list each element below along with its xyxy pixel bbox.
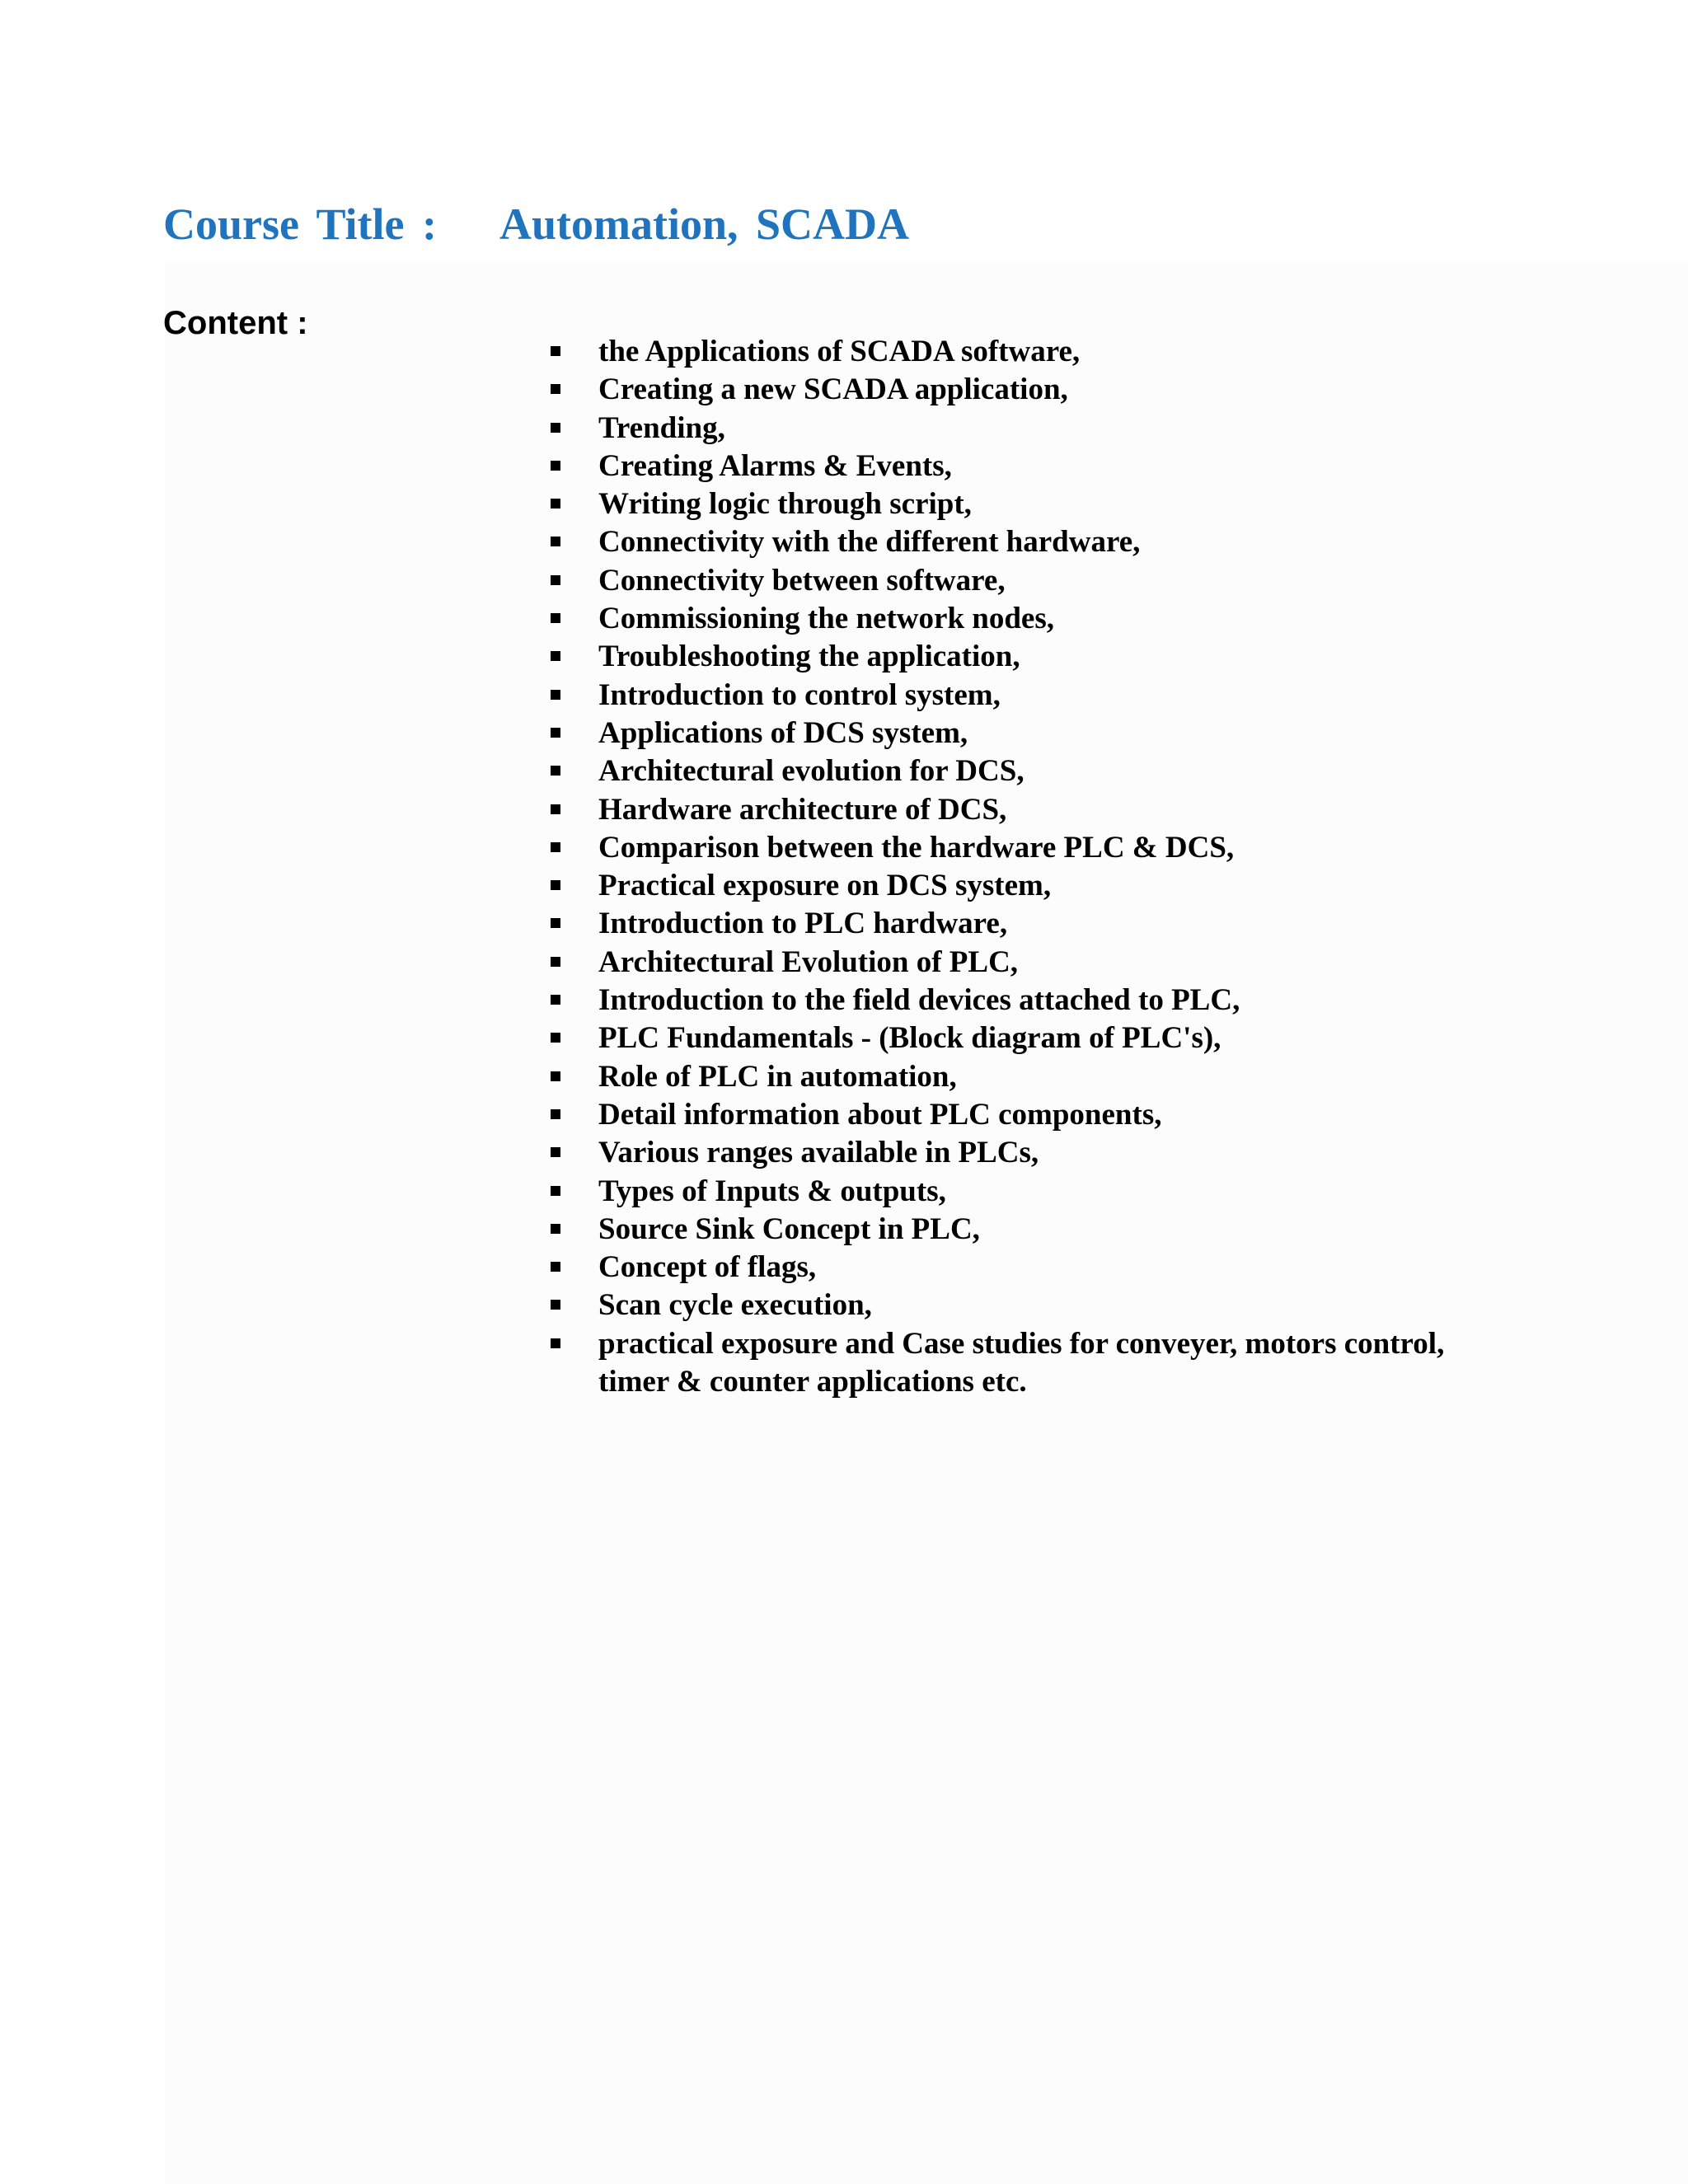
topic-item <box>544 752 1467 790</box>
square-bullet-icon <box>551 1071 560 1081</box>
topic-text: Architectural evolution for DCS, <box>598 754 1025 789</box>
square-bullet-icon <box>551 1147 560 1157</box>
topic-item <box>544 638 1467 676</box>
topic-text: Troubleshooting the application, <box>598 640 1020 674</box>
square-bullet-icon <box>551 804 560 814</box>
square-bullet-icon <box>551 461 560 471</box>
square-bullet-icon <box>551 880 560 890</box>
square-bullet-icon <box>551 613 560 623</box>
topic-item <box>544 523 1467 561</box>
topic-text: Trending, <box>598 410 725 445</box>
square-bullet-icon <box>551 1224 560 1234</box>
topic-text: Writing logic through script, <box>598 487 972 522</box>
topic-text: Introduction to PLC hardware, <box>598 907 1008 941</box>
square-bullet-icon <box>551 499 560 509</box>
topic-text: Practical exposure on DCS system, <box>598 869 1052 903</box>
topic-item <box>544 1019 1467 1057</box>
topics-list <box>544 333 1467 1401</box>
topic-item <box>544 1325 1467 1402</box>
square-bullet-icon <box>551 690 560 700</box>
topic-item <box>544 448 1467 485</box>
topic-item <box>544 1134 1467 1172</box>
topic-item <box>544 829 1467 867</box>
topic-item <box>544 371 1467 409</box>
topic-text: Creating a new SCADA application, <box>598 373 1068 407</box>
square-bullet-icon <box>551 575 560 585</box>
square-bullet-icon <box>551 995 560 1005</box>
topic-text: Hardware architecture of DCS, <box>598 792 1007 827</box>
square-bullet-icon <box>551 423 560 433</box>
topic-item <box>544 562 1467 600</box>
topic-text: Architectural Evolution of PLC, <box>598 944 1019 979</box>
square-bullet-icon <box>551 346 560 356</box>
topic-text: Various ranges available in PLCs, <box>598 1136 1039 1170</box>
topic-text: Detail information about PLC components, <box>598 1097 1162 1132</box>
square-bullet-icon <box>551 1300 560 1310</box>
topic-text: Scan cycle execution, <box>598 1288 872 1323</box>
topic-item <box>544 677 1467 715</box>
content-label: Content : <box>163 305 308 341</box>
course-title-row <box>163 194 1400 254</box>
topic-item <box>544 1173 1467 1211</box>
square-bullet-icon <box>551 728 560 738</box>
topic-text: Comparison between the hardware PLC & DCS, <box>598 830 1235 865</box>
topic-text: Creating Alarms & Events, <box>598 448 952 483</box>
topic-text: Role of PLC in automation, <box>598 1059 957 1094</box>
topic-item <box>544 1096 1467 1134</box>
topic-item <box>544 867 1467 905</box>
square-bullet-icon <box>551 918 560 928</box>
topic-text: Introduction to the field devices attached to PLC, <box>598 983 1240 1018</box>
topic-item <box>544 485 1467 523</box>
topic-text: Connectivity with the different hardware, <box>598 525 1141 560</box>
topic-item <box>544 1249 1467 1286</box>
topic-item <box>544 333 1467 371</box>
square-bullet-icon <box>551 651 560 661</box>
square-bullet-icon <box>551 537 560 546</box>
topic-text: Introduction to control system, <box>598 677 1001 712</box>
topic-text: Source Sink Concept in PLC, <box>598 1212 980 1246</box>
topic-item <box>544 791 1467 829</box>
topic-item <box>544 905 1467 943</box>
topic-item <box>544 944 1467 982</box>
square-bullet-icon <box>551 957 560 967</box>
topic-text: Types of Inputs & outputs, <box>598 1174 946 1208</box>
square-bullet-icon <box>551 384 560 394</box>
topic-item <box>544 1211 1467 1249</box>
topic-item <box>544 1286 1467 1324</box>
topic-item <box>544 410 1467 448</box>
topic-text: PLC Fundamentals - (Block diagram of PLC's), <box>598 1021 1221 1056</box>
square-bullet-icon <box>551 1186 560 1196</box>
topic-text: Concept of flags, <box>598 1250 817 1285</box>
topic-text: practical exposure and Case studies for conveyer, motors control, timer & counter applications etc. <box>598 1326 1445 1399</box>
topic-item <box>544 600 1467 638</box>
square-bullet-icon <box>551 1109 560 1119</box>
course-title-label: Course Title : <box>163 199 437 249</box>
course-title-value: Automation, SCADA <box>499 199 910 249</box>
topic-text: Applications of DCS system, <box>598 715 968 750</box>
square-bullet-icon <box>551 1262 560 1272</box>
topic-text: Commissioning the network nodes, <box>598 602 1054 636</box>
square-bullet-icon <box>551 1033 560 1043</box>
square-bullet-icon <box>551 842 560 852</box>
topic-text: the Applications of SCADA software, <box>598 335 1081 368</box>
topic-item <box>544 715 1467 752</box>
square-bullet-icon <box>551 766 560 776</box>
square-bullet-icon <box>551 1338 560 1348</box>
topic-text: Connectivity between software, <box>598 563 1006 598</box>
topic-item <box>544 1058 1467 1096</box>
topic-item <box>544 982 1467 1019</box>
